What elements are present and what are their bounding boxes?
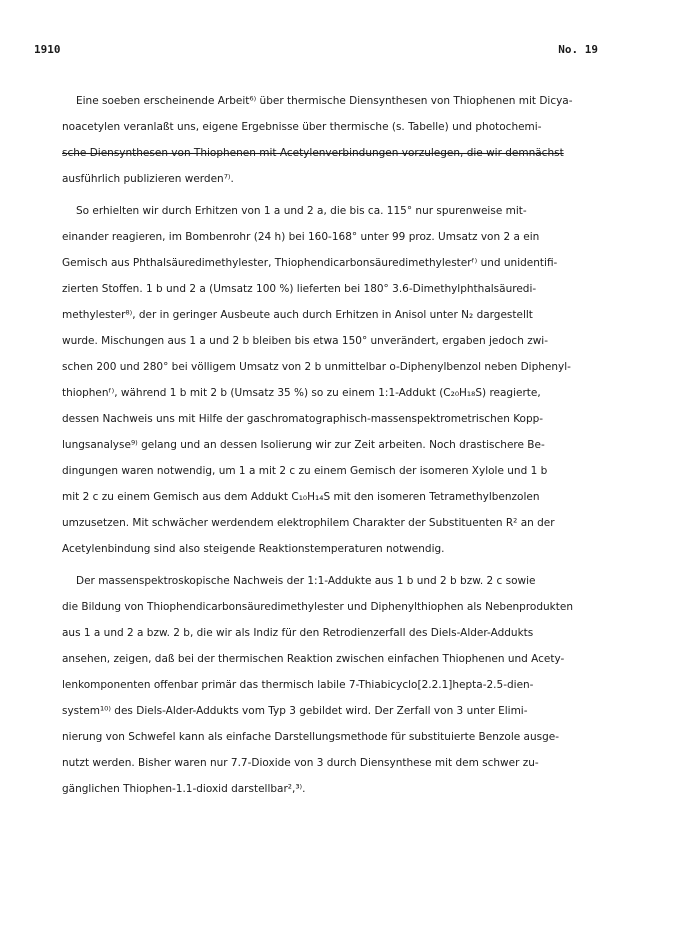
text-line: dingungen waren notwendig, um 1 a mit 2 c zu einem Gemisch der isomeren Xylole und 1 b [62,465,548,477]
text-line: sche Diensynthesen von Thiophenen mit Acetylenverbindungen vorzulegen, die wir demnächst [62,147,564,159]
paragraph-1 [62,88,607,192]
text-line: nierung von Schwefel kann als einfache Darstellungsmethode für substituierte Benzole ausge- [62,731,560,743]
text-line: gänglichen Thiophen-1.1-dioxid darstellbar²,³⁾. [62,783,306,795]
text-line: umzusetzen. Mit schwächer werdendem elektrophilem Charakter der Substituenten R² an der [62,517,555,529]
text-line: system¹⁰⁾ des Diels-Alder-Addukts vom Typ 3 gebildet wird. Der Zerfall von 3 unter Elimi- [62,705,528,717]
paragraph-2 [62,198,607,562]
text-line: nutzt werden. Bisher waren nur 7.7-Dioxide von 3 durch Diensynthese mit dem schwer zu- [62,757,539,769]
text-line: methylester⁸⁾, der in geringer Ausbeute auch durch Erhitzen in Anisol unter N₂ dargestellt [62,309,533,321]
text-line: thiophenᶠ⁾, während 1 b mit 2 b (Umsatz 35 %) so zu einem 1:1-Addukt (C₂₀H₁₈S) reagierte, [62,387,541,399]
page-year: 1910 [34,43,61,56]
text-line: aus 1 a und 2 a bzw. 2 b, die wir als Indiz für den Retrodienzerfall des Diels-Alder-Addukts [62,627,534,639]
text-line: lungsanalyse⁹⁾ gelang und an dessen Isolierung wir zur Zeit arbeiten. Noch drastischere Be- [62,439,545,451]
text-line: Gemisch aus Phthalsäuredimethylester, Thiophendicarbonsäuredimethylesterᶠ⁾ und unidentifi- [62,257,558,269]
text-line: ausführlich publizieren werden⁷⁾. [62,173,234,185]
text-line: lenkomponenten offenbar primär das thermisch labile 7-Thiabicyclo[2.2.1]hepta-2.5-dien- [62,679,534,691]
text-line: noacetylen veranlaßt uns, eigene Ergebnisse über thermische (s. Tabelle) und photochemi- [62,121,542,133]
page-number: No. 19 [558,43,598,56]
text-line: Der massenspektroskopische Nachweis der 1:1-Addukte aus 1 b und 2 b bzw. 2 c sowie [76,575,536,587]
text-line: mit 2 c zu einem Gemisch aus dem Addukt C₁₀H₁₄S mit den isomeren Tetramethylbenzolen [62,491,540,503]
text-line: ansehen, zeigen, daß bei der thermischen Reaktion zwischen einfachen Thiophenen und Acety- [62,653,565,665]
text-line: zierten Stoffen. 1 b und 2 a (Umsatz 100 %) lieferten bei 180° 3.6-Dimethylphthalsäuredi- [62,283,537,295]
text-line: die Bildung von Thiophendicarbonsäuredimethylester und Diphenylthiophen als Nebenprodukten [62,601,573,613]
text-line: Acetylenbindung sind also steigende Reaktionstemperaturen notwendig. [62,543,445,555]
text-line: Eine soeben erscheinende Arbeit⁶⁾ über thermische Diensynthesen von Thiophenen mit Dicya- [76,95,573,107]
text-line: wurde. Mischungen aus 1 a und 2 b bleiben bis etwa 150° unverändert, ergaben jedoch zwi- [62,335,548,347]
text-line: einander reagieren, im Bombenrohr (24 h) bei 160-168° unter 99 proz. Umsatz von 2 a ein [62,231,540,243]
text-line: dessen Nachweis uns mit Hilfe der gaschromatographisch-massenspektrometrischen Kopp- [62,413,544,425]
text-line: So erhielten wir durch Erhitzen von 1 a und 2 a, die bis ca. 115° nur spurenweise mit- [76,205,527,217]
text-line: schen 200 und 280° bei völligem Umsatz von 2 b unmittelbar o-Diphenylbenzol neben Diphenyl- [62,361,571,373]
paragraph-3 [62,568,607,802]
